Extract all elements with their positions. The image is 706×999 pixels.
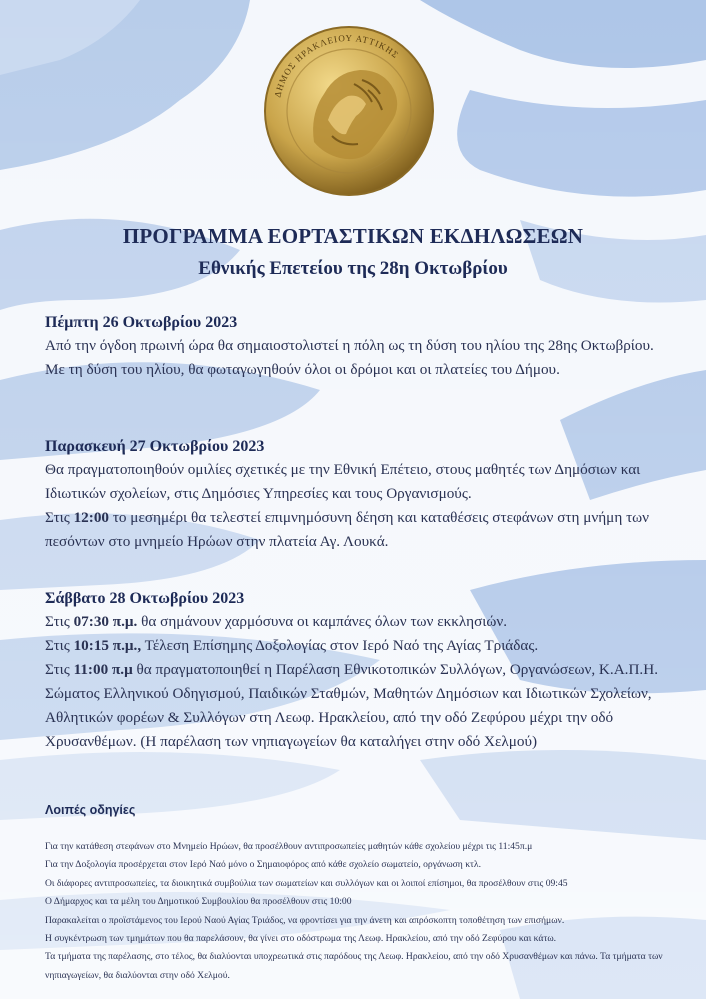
seal-inscription: ΔΗΜΟΣ ΗΡΑΚΛΕΙΟΥ ΑΤΤΙΚΗΣ (272, 32, 401, 99)
note-line: Η συγκέντρωση των τμημάτων που θα παρελάσουν, θα γίνει στο οδόστρωμα της Λεωφ. Ηρακλείου, από την οδό Ζεφύρου και κάτω. (45, 933, 557, 945)
note-line: Οι διάφορες αντιπροσωπείες, τα διοικητικά συμβούλια των σωματείων και συλλόγων και οι λοιποί επίσημοι, θα προσέλθουν στις 09:45 (45, 877, 568, 889)
schedule-entry (45, 658, 675, 754)
schedule-entry (45, 634, 675, 658)
page-title: ΠΡΟΓΡΑΜΜΑ ΕΟΡΤΑΣΤΙΚΩΝ ΕΚΔΗΛΩΣΕΩΝ (122, 224, 584, 248)
time-highlight: 10:15 π.μ., (73, 637, 142, 654)
prefix-text: Στις (45, 637, 70, 654)
day-heading: Πέμπτη 26 Οκτωβρίου 2023 (45, 314, 238, 331)
paragraph (45, 506, 675, 554)
day-section-saturday (45, 588, 675, 754)
paragraph: Με τη δύση του ηλίου, θα φωταγωγηθούν όλοι οι δρόμοι και οι πλατείες του Δήμου. (45, 361, 560, 378)
entry-text: θα σημάνουν χαρμόσυνα οι καμπάνες όλων των εκκλησιών. (141, 613, 507, 630)
notes-heading: Λοιπές οδηγίες (45, 803, 136, 817)
prefix-text: Στις (45, 661, 70, 678)
time-highlight: 12:00 (73, 509, 110, 526)
note-line: Ο Δήμαρχος και τα μέλη του Δημοτικού Συμβουλίου θα προσέλθουν στις 10:00 (45, 896, 352, 908)
paragraph: Θα πραγματοποιηθούν ομιλίες σχετικές με την Εθνική Επέτειο, στους μαθητές των Δημόσιων και Ιδιωτικών σχολείων, στις Δημόσιες Υπηρεσίες και τους Οργανισμούς. (45, 461, 641, 502)
schedule-entry (45, 610, 675, 634)
prefix-text: Στις (45, 613, 70, 630)
paragraph: Από την όγδοη πρωινή ώρα θα σημαιοστολιστεί η πόλη ως τη δύση του ηλίου της 28ης Οκτωβρίου. (45, 337, 654, 354)
time-highlight: 07:30 π.μ. (73, 613, 138, 630)
note-line: Για την Δοξολογία προσέρχεται στον Ιερό Ναό μόνο ο Σημαιοφόρος από κάθε σχολείο σωματείο, οργάνωση κτλ. (45, 859, 481, 871)
page-subtitle: Εθνικής Επετείου της 28η Οκτωβρίου (198, 258, 508, 279)
municipality-seal-icon (262, 24, 436, 198)
prefix-text: Στις (45, 509, 70, 526)
day-section-friday (45, 436, 675, 554)
day-section-thursday (45, 312, 675, 382)
notes-list (45, 838, 670, 985)
day-heading: Σάββατο 28 Οκτωβρίου 2023 (45, 590, 245, 607)
entry-text: Τέλεση Επίσημης Δοξολογίας στον Ιερό Ναό της Αγίας Τριάδας. (144, 637, 539, 654)
note-line: Τα τμήματα της παρέλασης, στο τέλος, θα διαλύονται υποχρεωτικά στις παρόδους της Λεωφ. Ηρακλείου, από την οδό Χρυσανθέμων και πάνω. Τα τμήματα των νηπιαγωγείων, θα διαλύονται στην οδό Χελμού. (45, 951, 663, 981)
note-line: Για την κατάθεση στεφάνων στο Μνημείο Ηρώων, θα προσέλθουν αντιπροσωπείες μαθητών κάθε σχολείου μέχρι τις 11:45π.μ (45, 841, 533, 852)
paragraph-text: το μεσημέρι θα τελεστεί επιμνημόσυνη δέηση και καταθέσεις στεφάνων στη μνήμη των πεσόντων στο μνημείο Ηρώων στην πλατεία Αγ. Λουκά. (45, 509, 650, 550)
entry-text: θα πραγματοποιηθεί η Παρέλαση Εθνικοτοπικών Συλλόγων, Οργανώσεων, Κ.Α.Π.Η. Σώματος Ελληνικού Οδηγισμού, Παιδικών Σταθμών, Μαθητών Δημόσιων και Ιδιωτικών Σχολείων, Αθλητικών φορέων & Συλλόγων στη Λεωφ. Ηρακλείου, από την οδό Ζεφύρου μέχρι την οδό Χρυσανθέμων. (Η παρέλαση των νηπιαγωγείων θα καταλήγει στην οδό Χελμού) (45, 661, 658, 750)
time-highlight: 11:00 π.μ (73, 661, 133, 678)
day-heading: Παρασκευή 27 Οκτωβρίου 2023 (45, 438, 265, 455)
note-line: Παρακαλείται ο προϊστάμενος του Ιερού Ναού Αγίας Τριάδος, να φροντίσει για την άνετη και απρόσκοπτη τοποθέτηση των επισήμων. (45, 914, 565, 926)
